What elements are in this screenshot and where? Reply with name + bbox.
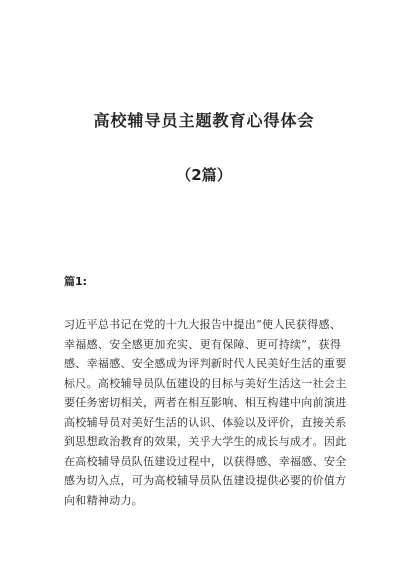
body-line: 标尺。高校辅导员队伍建设的目标与美好生活这一社会主	[64, 376, 347, 390]
document-subtitle: （2篇）	[176, 166, 232, 184]
body-line: 习近平总书记在党的十九大报告中提出“使人民获得感、	[64, 318, 342, 331]
body-line: 向和精神动力。	[64, 493, 144, 507]
body-paragraph	[64, 315, 364, 510]
body-line: 要任务密切相关，两者在相互影响、相互构建中向前演进	[64, 396, 347, 409]
body-line: 感、幸福感、安全感成为评判新时代人民美好生活的重要	[64, 357, 347, 370]
body-line: 到思想政治教育的效果，关乎大学生的成长与成才。因此	[64, 435, 347, 448]
section-label: 篇1:	[64, 275, 88, 288]
body-line: 高校辅导员对美好生活的认识、体验以及评价，直接关系	[64, 415, 347, 429]
body-line: 幸福感、安全感更加充实、更有保障、更可持续”，获得	[64, 337, 342, 351]
body-line: 在高校辅导员队伍建设过程中，以获得感、幸福感、安全	[64, 454, 347, 468]
document-title: 高校辅导员主题教育心得体会	[93, 111, 315, 130]
body-line: 感为切入点，可为高校辅导员队伍建设提供必要的价值方	[64, 474, 347, 487]
